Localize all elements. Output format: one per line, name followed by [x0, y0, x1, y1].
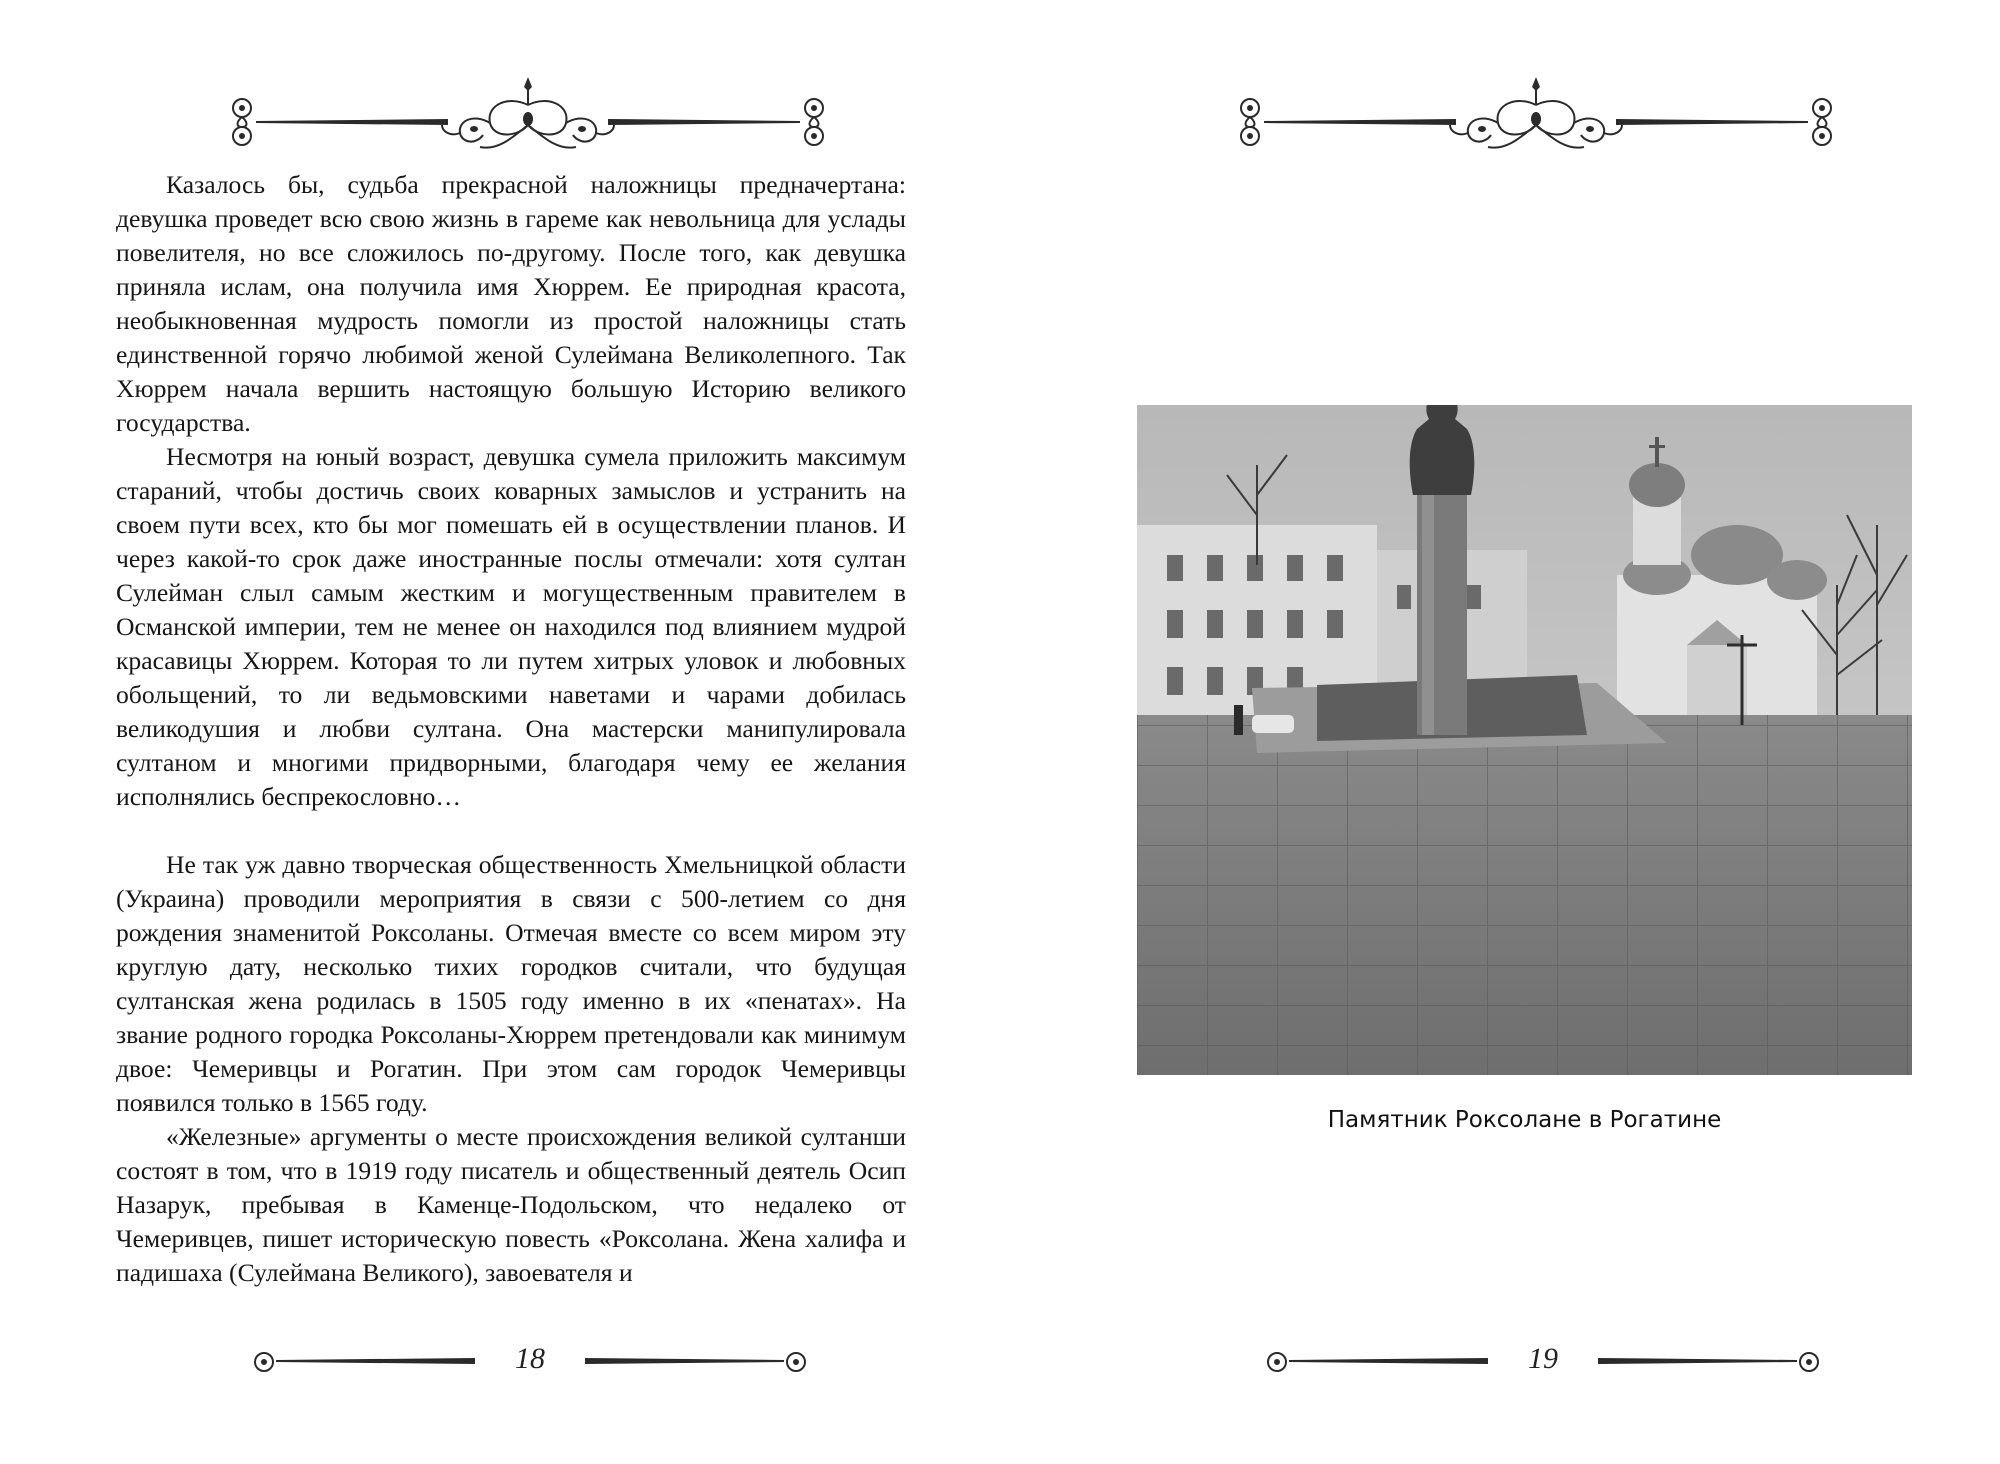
paragraph: Не так уж давно творческая общественность Хмельницкой области (Украина) проводили мероприятия в связи с 500-летием со дня рождения знаменитой Роксоланы. Отмечая вместе со всем миром эту круглую дату, несколько тихих городков считали, что будущая султанская жена родилась в 1505 году именно в их «пенатах». На звание родного городка Роксоланы-Хюррем претендовали как минимум двое: Чемеривцы и Рогатин. При этом сам городок Чемеривцы появился только в 1565 году. — [116, 850, 906, 1117]
left-page-text — [116, 168, 906, 1290]
page-number: 19 — [1493, 1342, 1593, 1376]
page-number: 18 — [480, 1342, 580, 1376]
top-ornament-right — [1236, 75, 1836, 170]
right-page — [1000, 0, 2000, 1464]
paragraph: «Железные» аргументы о месте происхождения великой султанши состоят в том, что в 1919 году писатель и общественный деятель Осип Назарук, пребывая в Каменце-Подольском, что недалеко от Чемеривцев, пишет историческую повесть «Роксолана. Жена халифа и падишаха (Сулеймана Великого), завоевателя и — [116, 1122, 906, 1287]
footer-ornament-right — [1263, 1340, 1823, 1384]
footer-ornament-left — [250, 1340, 810, 1384]
monument-photo-illustration — [1137, 405, 1912, 1075]
paragraph: Несмотря на юный возраст, девушка сумела приложить максимум стараний, чтобы достичь своих коварных замыслов и устранить на своем пути всех, кто бы мог помешать ей в осуществлении планов. И через какой-то срок даже иностранные послы отмечали: хотя султан Сулейман слыл самым жестким и могущественным правителем в Османской империи, тем не менее он находился под влиянием мудрой красавицы Хюррем. Которая то ли путем хитрых уловок и любовных обольщений, то ли ведьмовскими наветами и чарами добилась великодушия и любви султана. Она мастерски манипулировала султаном и многими придворными, благодаря чему ее желания исполнялись беспрекословно… — [116, 442, 906, 811]
photo-caption: Памятник Роксолане в Рогатине — [1327, 1107, 1722, 1133]
paragraph: Казалось бы, судьба прекрасной наложницы предначертана: девушка проведет всю свою жизнь в гареме как невольница для услады повелителя, но все сложилось по-другому. После того, как девушка приняла ислам, она получила имя Хюррем. Ее природная красота, необыкновенная мудрость помогли из простой наложницы стать единственной горячо любимой женой Сулеймана Великолепного. Так Хюррем начала вершить настоящую большую Историю великого государства. — [116, 170, 906, 437]
top-ornament-left — [228, 75, 828, 170]
monument-photo — [1137, 405, 1912, 1075]
